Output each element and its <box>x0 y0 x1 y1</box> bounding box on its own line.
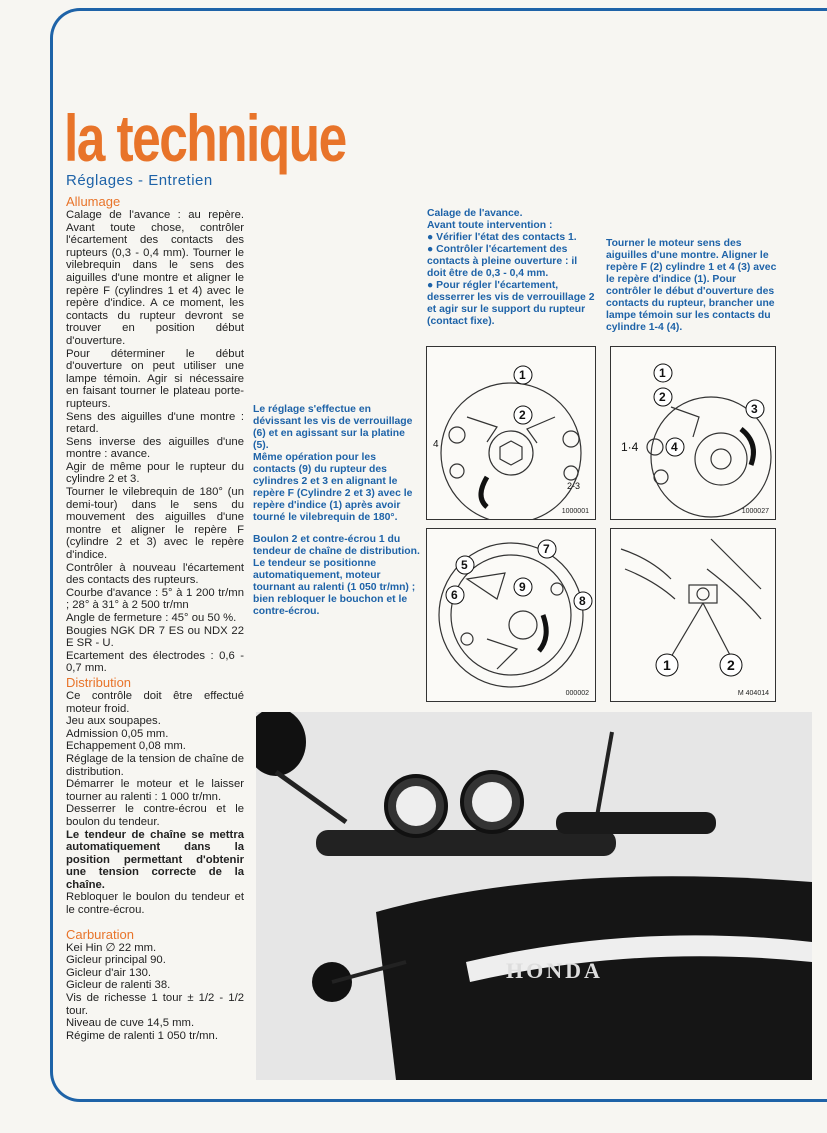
paragraph: Ecartement des électrodes : 0,6 - 0,7 mm. <box>66 649 244 675</box>
caption-line: ● Contrôler l'écartement des contacts à pleine ouverture : il doit être de 0,3 - 0,4 mm. <box>427 244 578 279</box>
section-heading-allumage: Allumage <box>66 194 121 209</box>
main-column <box>66 194 244 1042</box>
paragraph: Vis de richesse 1 tour ± 1/2 - 1/2 tour. <box>66 992 244 1017</box>
caption-ignition-timing <box>427 208 597 328</box>
paragraph-bold: Le tendeur de chaîne se mettra automatiquement dans la position permettant d'obtenir une tension correcte de la chaîne. <box>66 828 244 891</box>
paragraph: Courbe d'avance : 5° à 1 200 tr/mn ; 28° à 31° à 2 500 tr/mn <box>66 586 244 612</box>
figure-label: 2-3 <box>567 481 581 491</box>
caption-line: Boulon 2 et contre-écrou 1 du tendeur de chaîne de distribution. Le tendeur se positionne automatiquement, moteur tournant au ralenti (1 050 tr/mn) ; bien rebloquer le bouchon et le contre-écrou. <box>253 534 420 617</box>
figure-label: 4 <box>433 439 439 450</box>
caption-adjustment <box>253 404 421 618</box>
page-title: la technique <box>64 101 346 175</box>
chain-tensioner-illustration <box>611 529 775 701</box>
paragraph: Angle de fermeture : 45° ou 50 %. <box>66 612 237 624</box>
paragraph: Bougies NGK DR 7 ES ou NDX 22 E SR - U. <box>66 624 244 650</box>
paragraph: Pour déterminer le début d'ouverture on peut utiliser une lampe témoin. Agir si nécessaire en faisant tourner le plateau porte-rupteurs. <box>66 347 244 410</box>
paragraph: Réglage de la tension de chaîne de distribution. <box>66 752 244 778</box>
figure-label: 2 <box>659 390 666 404</box>
figure-code: 000002 <box>565 690 589 697</box>
paragraph: Admission 0,05 mm. <box>66 727 169 740</box>
figure-label: 6 <box>451 588 458 602</box>
paragraph: Niveau de cuve 14,5 mm. <box>66 1017 195 1030</box>
section-heading-distribution: Distribution <box>66 674 132 690</box>
figure-label: 1 <box>663 657 671 673</box>
figure-code: 1000001 <box>561 508 589 515</box>
paragraph: Sens des aiguilles d'une montre : retard. <box>66 410 244 436</box>
paragraph: Gicleur principal 90. <box>66 954 166 967</box>
paragraph: Rebloquer le boulon du tendeur et le contre-écrou. <box>66 891 244 917</box>
motorcycle-illustration <box>256 712 812 1080</box>
figure-label: 8 <box>579 594 586 608</box>
paragraph: Tourner le vilebrequin de 180° (un demi-tour) dans le sens du mouvement des aiguilles d'une montre et aligner le repère F (cylindre 2 et 3) avec le repère d'indice. <box>66 486 244 562</box>
caption-line: Tourner le moteur sens des aiguilles d'une montre. Aligner le repère F (2) cylindre 1 et 4 (3) avec le repère d'indice (1). Pour contrôler le début d'ouverture des contacts du rupteur, brancher une lampe témoin sur les contacts du cylindre 1-4 (4). <box>606 238 777 333</box>
caption-line: Le réglage s'effectue en dévissant les vis de verrouillage (6) et en agissant sur la platine (5). <box>253 404 413 451</box>
brand-text: HONDA <box>506 958 603 983</box>
caption-line: Avant toute intervention : <box>427 220 553 231</box>
caption-line: Même opération pour les contacts (9) du rupteur des cylindres 2 et 3 en alignant le repère F (Cylindre 2 et 3) avec le repère d'indice (1) après avoir tourné le vilebrequin de 180°. <box>253 452 413 523</box>
figure-code: M 404014 <box>737 690 769 697</box>
figure-label: 2 <box>727 657 735 673</box>
caption-line: ● Vérifier l'état des contacts 1. <box>427 232 577 243</box>
paragraph: Jeu aux soupapes. <box>66 715 161 728</box>
paragraph: Echappement 0,08 mm. <box>66 740 186 753</box>
paragraph: Kei Hin ∅ 22 mm. <box>66 941 157 954</box>
figure-label: 7 <box>543 542 550 556</box>
section-heading-carburation: Carburation <box>66 926 134 942</box>
caption-line: ● Pour régler l'écartement, desserrer les vis de verrouillage 2 et agir sur le support du rupteur (contact fixe). <box>427 280 595 327</box>
paragraph: Contrôler à nouveau l'écartement des contacts des rupteurs. <box>66 561 244 587</box>
figure-label: 1·4 <box>621 440 639 454</box>
figure-label: 9 <box>519 580 526 594</box>
figure-code: 1000027 <box>741 508 769 515</box>
paragraph: Régime de ralenti 1 050 tr/mn. <box>66 1029 218 1042</box>
paragraph: Desserrer le contre-écrou et le boulon du tendeur. <box>66 803 244 828</box>
figure-label: 5 <box>461 558 468 572</box>
timing-marks-illustration <box>611 347 775 519</box>
figure-contact-breaker <box>426 346 596 520</box>
motorcycle-photo <box>256 712 812 1080</box>
paragraph: Gicleur d'air 130. <box>66 966 152 979</box>
paragraph: Ce contrôle doit être effectué moteur froid. <box>66 689 244 715</box>
figure-breaker-plate <box>426 528 596 702</box>
caption-line: Calage de l'avance. <box>427 208 523 219</box>
figure-label: 3 <box>751 402 758 416</box>
page-subtitle: Réglages - Entretien <box>66 172 213 189</box>
figure-timing-marks <box>610 346 776 520</box>
figure-label: 2 <box>519 408 526 422</box>
contact-breaker-illustration <box>427 347 595 519</box>
paragraph: Calage de l'avance : au repère. Avant toute chose, contrôler l'écartement des contacts des rupteurs (0,3 - 0,4 mm). Tourner le vilebrequin dans le sens des aiguilles d'une montre et aligner le repère F (cylindres 1 et 4) avec le repère d'indice. A ce moment, les contacts du rupteur devront se trouver en position début d'ouverture. <box>66 209 244 347</box>
paragraph: Gicleur de ralenti 38. <box>66 979 171 992</box>
caption-crankshaft <box>606 238 778 334</box>
breaker-plate-illustration <box>427 529 595 701</box>
paragraph: Agir de même pour le rupteur du cylindre 2 et 3. <box>66 460 244 486</box>
figure-chain-tensioner <box>610 528 776 702</box>
paragraph: Sens inverse des aiguilles d'une montre : avance. <box>66 435 244 461</box>
figure-label: 4 <box>671 440 678 454</box>
figure-label: 1 <box>519 368 526 382</box>
figure-label: 1 <box>659 366 666 380</box>
paragraph: Démarrer le moteur et le laisser tourner au ralenti : 1 000 tr/mn. <box>66 778 244 803</box>
